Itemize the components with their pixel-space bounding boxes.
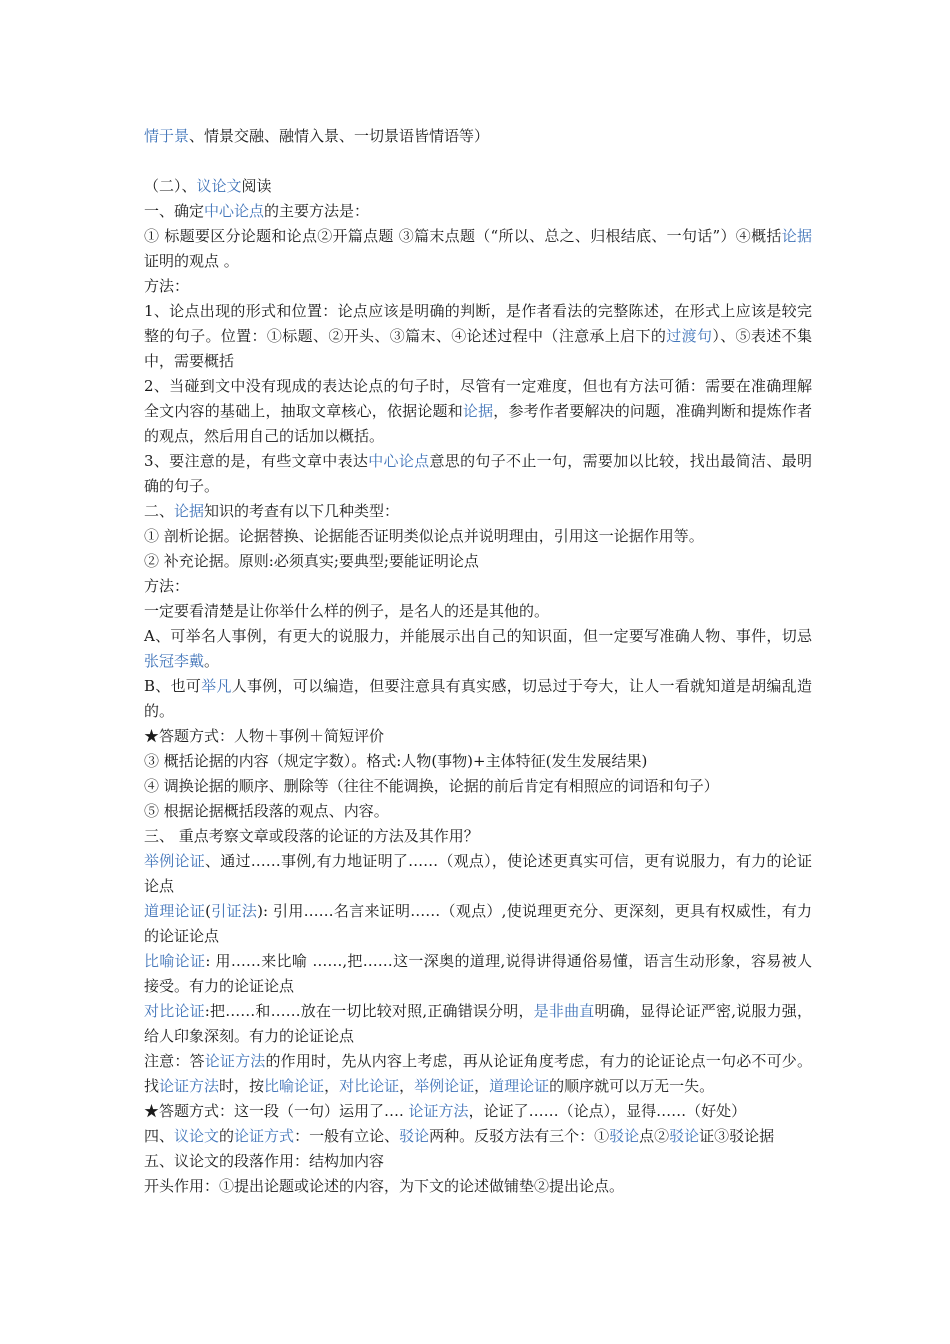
text-run: 四、 (144, 1127, 175, 1145)
text-run: ★答题方式：这一段（一句）运用了…. (144, 1102, 409, 1120)
term-link[interactable]: 中心论点 (368, 452, 430, 470)
term-link[interactable]: 驳论 (399, 1127, 430, 1145)
paragraph (144, 824, 812, 849)
text-run: 一、确定 (144, 202, 205, 220)
text-run: 证明的观点 。 (144, 252, 239, 270)
text-run: 一定要看清楚是让你举什么样的例子，是名人的还是其他的。 (144, 602, 550, 620)
term-link[interactable]: 驳论 (669, 1127, 700, 1145)
term-link[interactable]: 论据 (174, 502, 205, 520)
term-link[interactable]: 论据 (781, 227, 812, 245)
text-run: 开头作用：①提出论题或论述的内容，为下文的论述做铺垫②提出论点。 (144, 1177, 625, 1195)
paragraph (144, 549, 812, 574)
paragraph (144, 1099, 812, 1124)
paragraph (144, 849, 812, 899)
text-run: ， (474, 1077, 490, 1095)
paragraph (144, 724, 812, 749)
text-run: 明确，显得论证严密,说服力强，给人印象深刻。有力的论证论点 (144, 1002, 812, 1045)
term-link[interactable]: 议论文 (196, 177, 242, 195)
text-run: 时，按 (219, 1077, 265, 1095)
text-run: :把……和……放在一切比较对照,正确错误分明， (204, 1002, 534, 1020)
text-run: 的作用时，先从内容上考虑，再从论证角度考虑，有力的论证论点一句必不可少。找 (144, 1052, 812, 1095)
term-link[interactable]: 论证方法 (204, 1052, 266, 1070)
paragraph (144, 999, 812, 1049)
paragraph (144, 1124, 812, 1149)
term-link[interactable]: 张冠李戴 (144, 652, 205, 670)
term-link[interactable]: 举例论证 (414, 1077, 475, 1095)
term-link[interactable]: 议论文 (174, 1127, 220, 1145)
paragraph (144, 1049, 812, 1099)
text-run: 的顺序就可以万无一失。 (549, 1077, 715, 1095)
text-run: 的 (219, 1127, 235, 1145)
term-link[interactable]: 驳论 (609, 1127, 640, 1145)
text-run: 方法： (144, 277, 190, 295)
text-run: （二）、 (144, 177, 197, 195)
text-run: ① 标题要区分论题和论点②开篇点题 ③篇末点题（“所以、总之、归根结底、一句话”）④概括 (144, 227, 782, 245)
text-run: 、情景交融、融情入景、一切景语皆情语等） (189, 127, 490, 145)
text-run: 证③驳论据 (699, 1127, 775, 1145)
text-run: ★答题方式：人物＋事例＋简短评价 (144, 727, 385, 745)
text-run: ① 剖析论据。论据替换、论据能否证明类似论点并说明理由，引用这一论据作用等。 (144, 527, 704, 545)
term-link[interactable]: 论证方法 (408, 1102, 469, 1120)
text-run: ): 引用……名言来证明……（观点）,使说理更充分、更深刻，更具有权威性，有力的论证论点 (144, 902, 812, 945)
paragraph (144, 574, 812, 599)
term-link[interactable]: 对比论证 (339, 1077, 400, 1095)
document-body (144, 124, 812, 1199)
term-link[interactable]: 举例论证 (144, 852, 206, 870)
text-run: ⑤ 根据论据概括段落的观点、内容。 (144, 802, 389, 820)
term-link[interactable]: 中心论点 (204, 202, 265, 220)
text-run: ， (324, 1077, 340, 1095)
term-link[interactable]: 论证方法 (159, 1077, 220, 1095)
text-run: 、通过……事例,有力地证明了……（观点），使论述更真实可信，更有说服力，有力的论证论点 (144, 852, 812, 895)
text-run: ④ 调换论据的顺序、删除等（往往不能调换，论据的前后肯定有相照应的词语和句子） (144, 777, 719, 795)
term-link[interactable]: 比喻论证 (144, 952, 206, 970)
text-run: 阅读 (241, 177, 272, 195)
paragraph (144, 524, 812, 549)
term-link[interactable]: 道理论证 (144, 902, 206, 920)
paragraph (144, 224, 812, 274)
term-link[interactable]: 比喻论证 (264, 1077, 325, 1095)
term-link[interactable]: 对比论证 (144, 1002, 205, 1020)
text-run: B、也可 (144, 677, 202, 695)
paragraph (144, 199, 812, 224)
text-run: 二、 (144, 502, 175, 520)
paragraph (144, 599, 812, 624)
text-run: 三、 重点考察文章或段落的论证的方法及其作用？ (144, 827, 479, 845)
term-link[interactable]: 论据 (462, 402, 494, 420)
paragraph (144, 374, 812, 449)
term-link[interactable]: 过渡句 (666, 327, 713, 345)
text-run: ，参考作者要解决的问题，准确判断和提炼作者的观点，然后用自己的话加以概括。 (144, 402, 812, 445)
paragraph (144, 749, 812, 774)
term-link[interactable]: 情于景 (144, 127, 190, 145)
text-run: ：一般有立论、 (294, 1127, 400, 1145)
term-link[interactable]: 是非曲直 (533, 1002, 595, 1020)
text-run: 五、议论文的段落作用：结构加内容 (144, 1152, 385, 1170)
text-run: ）、⑤表述不集中，需要概括 (144, 327, 812, 370)
paragraph (144, 124, 812, 149)
text-run: ③ 概括论据的内容（规定字数）。格式:人物(事物)+主体特征(发生发展结果) (144, 752, 648, 770)
paragraph (144, 799, 812, 824)
text-run: 两种。反驳方法有三个：① (429, 1127, 610, 1145)
paragraph (144, 674, 812, 724)
text-run: 方法： (144, 577, 190, 595)
paragraph (144, 624, 812, 674)
paragraph (144, 499, 812, 524)
blank-line (144, 149, 812, 174)
text-run: 意思的句子不止一句，需要加以比较，找出最简洁、最明确的句子。 (144, 452, 812, 495)
text-run: : 用……来比喻 ……,把……这一深奥的道理,说得讲得通俗易懂，语言生动形象，容易被人接受。有力的论证论点 (144, 952, 812, 995)
text-run: A、可举名人事例，有更大的说服力，并能展示出自己的知识面，但一定要写准确人物、事件，切忌 (144, 627, 812, 645)
term-link[interactable]: 道理论证 (489, 1077, 550, 1095)
text-run: ，论证了……（论点），显得……（好处） (468, 1102, 747, 1120)
paragraph (144, 774, 812, 799)
paragraph (144, 299, 812, 374)
text-run: 3、要注意的是，有些文章中表达 (144, 452, 369, 470)
paragraph (144, 1174, 812, 1199)
text-run: 注意：答 (144, 1052, 205, 1070)
text-run: 点② (639, 1127, 670, 1145)
text-run: ( (205, 902, 211, 920)
paragraph (144, 174, 812, 199)
paragraph (144, 1149, 812, 1174)
text-run: 。 (204, 652, 220, 670)
term-link[interactable]: 论证方式 (234, 1127, 295, 1145)
text-run: 人事例，可以编造，但要注意具有真实感，切忌过于夸大，让人一看就知道是胡编乱造的。 (144, 677, 812, 720)
text-run: 2、当碰到文中没有现成的表达论点的句子时，尽管有一定难度，但也有方法可循：需要在准确理解全文内容的基础上，抽取文章核心，依据论题和 (144, 377, 812, 420)
text-run: ， (399, 1077, 415, 1095)
text-run: ② 补充论据。原则:必须真实;要典型;要能证明论点 (144, 552, 479, 570)
paragraph (144, 274, 812, 299)
term-link[interactable]: 举凡 (201, 677, 232, 695)
text-run: 1、论点出现的形式和位置：论点应该是明确的判断，是作者看法的完整陈述，在形式上应该是较完整的句子。位置：①标题、②开头、③篇末、④论述过程中（注意承上启下的 (144, 302, 812, 345)
text-run: 知识的考查有以下几种类型： (204, 502, 400, 520)
paragraph (144, 949, 812, 999)
paragraph (144, 449, 812, 499)
term-link[interactable]: 引证法 (210, 902, 258, 920)
paragraph (144, 899, 812, 949)
text-run: 的主要方法是： (264, 202, 370, 220)
